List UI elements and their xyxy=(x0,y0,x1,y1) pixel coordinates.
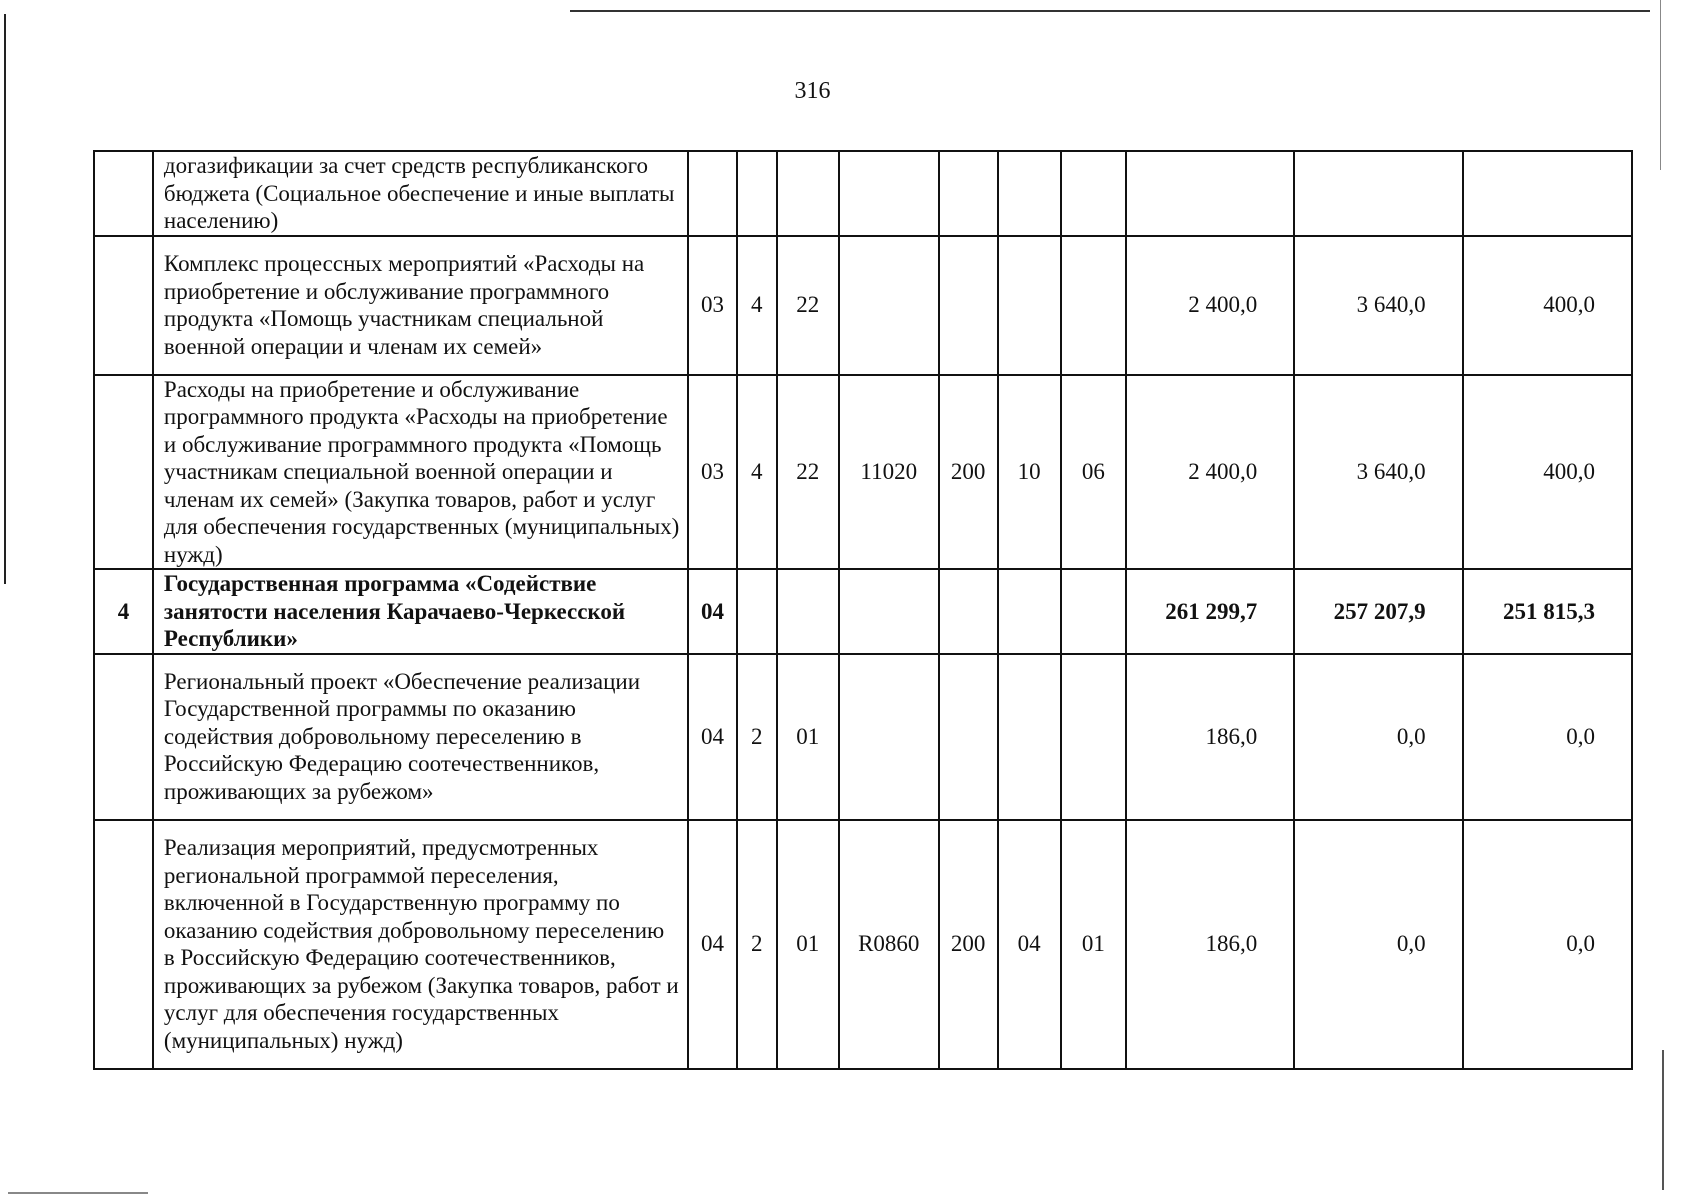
code-subsection: 01 xyxy=(1061,820,1126,1069)
code-type: 2 xyxy=(737,820,777,1069)
code-section xyxy=(998,151,1061,236)
scan-edge-right xyxy=(1660,0,1661,170)
code-section xyxy=(998,569,1061,654)
amount-year-1: 2 400,0 xyxy=(1126,236,1294,375)
amount-year-2: 3 640,0 xyxy=(1294,375,1462,570)
code-section: 04 xyxy=(998,820,1061,1069)
code-expense-type: 200 xyxy=(939,820,998,1069)
row-name: Государственная программа «Содействие занятости населения Карачаево-Черкесской Республики» xyxy=(153,569,688,654)
code-type xyxy=(737,569,777,654)
amount-year-1 xyxy=(1126,151,1294,236)
row-name: Региональный проект «Обеспечение реализации Государственной программы по оказанию содействия добровольному переселению в Российскую Федерацию соотечественников, проживающих за рубежом» xyxy=(153,654,688,820)
code-direction xyxy=(839,569,939,654)
code-program: 04 xyxy=(688,569,736,654)
amount-year-3 xyxy=(1463,151,1632,236)
code-expense-type xyxy=(939,151,998,236)
row-number xyxy=(94,375,153,570)
code-program: 04 xyxy=(688,820,736,1069)
table-row xyxy=(94,820,1632,1069)
amount-year-2 xyxy=(1294,151,1462,236)
code-section xyxy=(998,236,1061,375)
amount-year-3: 0,0 xyxy=(1463,820,1632,1069)
amount-year-1: 186,0 xyxy=(1126,654,1294,820)
amount-year-1: 261 299,7 xyxy=(1126,569,1294,654)
row-number xyxy=(94,654,153,820)
code-type: 4 xyxy=(737,375,777,570)
table-row xyxy=(94,654,1632,820)
scan-edge-top xyxy=(570,10,1650,12)
code-direction: R0860 xyxy=(839,820,939,1069)
table-row xyxy=(94,375,1632,570)
code-program: 03 xyxy=(688,236,736,375)
code-subsection xyxy=(1061,654,1126,820)
amount-year-2: 3 640,0 xyxy=(1294,236,1462,375)
code-type xyxy=(737,151,777,236)
code-subsection xyxy=(1061,151,1126,236)
code-subprogram: 22 xyxy=(777,236,839,375)
row-name: догазификации за счет средств республиканского бюджета (Социальное обеспечение и иные выплаты населению) xyxy=(153,151,688,236)
code-expense-type xyxy=(939,654,998,820)
row-number xyxy=(94,820,153,1069)
row-name: Реализация мероприятий, предусмотренных региональной программой переселения, включенной в Государственную программу по оказанию содействия добровольному переселению в Российскую Федерацию соотечественников, проживающих за рубежом (Закупка товаров, работ и услуг для обеспечения государственных (муниципальных) нужд) xyxy=(153,820,688,1069)
amount-year-2: 257 207,9 xyxy=(1294,569,1462,654)
amount-year-1: 2 400,0 xyxy=(1126,375,1294,570)
code-direction: 11020 xyxy=(839,375,939,570)
table-row xyxy=(94,569,1632,654)
code-program xyxy=(688,151,736,236)
row-name: Комплекс процессных мероприятий «Расходы на приобретение и обслуживание программного продукта «Помощь участникам специальной военной операции и членам их семей» xyxy=(153,236,688,375)
row-number: 4 xyxy=(94,569,153,654)
table-row xyxy=(94,151,1632,236)
code-section xyxy=(998,654,1061,820)
budget-table xyxy=(93,150,1633,1070)
code-subsection: 06 xyxy=(1061,375,1126,570)
scan-edge-bottom xyxy=(8,1192,148,1194)
scan-edge-right-lower xyxy=(1662,1050,1664,1190)
amount-year-3: 251 815,3 xyxy=(1463,569,1632,654)
amount-year-3: 0,0 xyxy=(1463,654,1632,820)
page-number: 316 xyxy=(794,78,831,104)
code-expense-type xyxy=(939,236,998,375)
code-subprogram: 22 xyxy=(777,375,839,570)
code-expense-type xyxy=(939,569,998,654)
amount-year-1: 186,0 xyxy=(1126,820,1294,1069)
amount-year-2: 0,0 xyxy=(1294,654,1462,820)
code-subprogram xyxy=(777,569,839,654)
code-subsection xyxy=(1061,236,1126,375)
code-subprogram: 01 xyxy=(777,820,839,1069)
row-name: Расходы на приобретение и обслуживание программного продукта «Расходы на приобретение и обслуживание программного продукта «Помощь участникам специальной военной операции и членам их семей» (Закупка товаров, работ и услуг для обеспечения государственных (муниципальных) нужд) xyxy=(153,375,688,570)
code-subsection xyxy=(1061,569,1126,654)
amount-year-3: 400,0 xyxy=(1463,236,1632,375)
code-direction xyxy=(839,236,939,375)
code-program: 03 xyxy=(688,375,736,570)
code-program: 04 xyxy=(688,654,736,820)
code-direction xyxy=(839,654,939,820)
code-expense-type: 200 xyxy=(939,375,998,570)
row-number xyxy=(94,236,153,375)
table-row xyxy=(94,236,1632,375)
amount-year-2: 0,0 xyxy=(1294,820,1462,1069)
code-subprogram xyxy=(777,151,839,236)
code-section: 10 xyxy=(998,375,1061,570)
code-subprogram: 01 xyxy=(777,654,839,820)
amount-year-3: 400,0 xyxy=(1463,375,1632,570)
code-type: 4 xyxy=(737,236,777,375)
code-direction xyxy=(839,151,939,236)
code-type: 2 xyxy=(737,654,777,820)
row-number xyxy=(94,151,153,236)
